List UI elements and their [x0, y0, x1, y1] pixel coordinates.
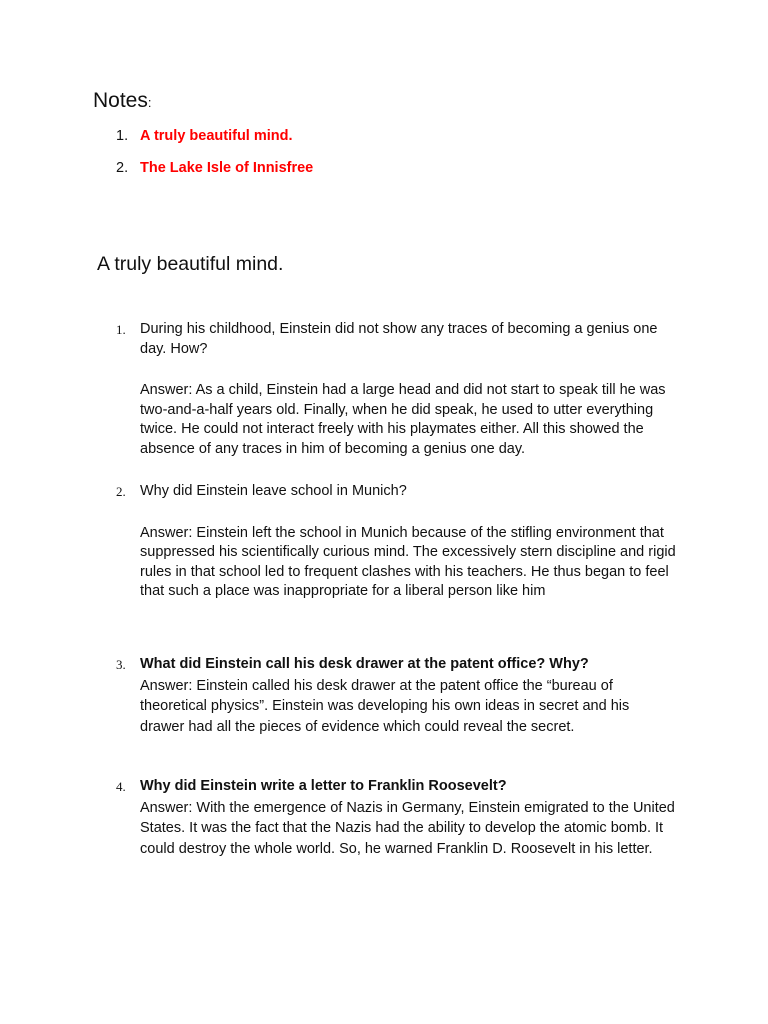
answer-text: Answer: With the emergence of Nazis in Germany, Einstein emigrated to the United States. It was the fact that the Nazis had the ability to develop the atomic bomb. It could destroy the whole world. So, he warned Franklin D. Roosevelt in his letter. — [140, 799, 675, 857]
notes-heading — [93, 88, 151, 116]
answer-text: Answer: Einstein called his desk drawer at the patent office the “bureau of theoretical physics”. Einstein was developing his own ideas in secret and his drawer had all the pieces of evidence which could reveal the secret. — [140, 677, 630, 735]
qa-item — [116, 482, 676, 602]
notes-item-number: 1. — [116, 128, 129, 144]
answer-text: Answer: Einstein left the school in Munich because of the stifling environment that suppressed his scientifically curious mind. The excessively stern discipline and rigid rules in that school led to frequent clashes with his teachers. He thus began to feel that such a place was inappropriate for a liberal person like him — [140, 524, 676, 599]
notes-heading-colon: : — [147, 95, 152, 110]
qa-item — [116, 320, 676, 459]
question-text: What did Einstein call his desk drawer at the patent office? Why? — [140, 656, 589, 672]
notes-item-label: A truly beautiful mind. — [140, 128, 293, 144]
notes-heading-text: Notes — [93, 89, 148, 112]
question-number: 2. — [116, 484, 126, 499]
qa-item — [116, 777, 676, 859]
question-text: During his childhood, Einstein did not show any traces of becoming a genius one day. How? — [140, 321, 658, 357]
question-number: 3. — [116, 657, 126, 672]
notes-item-label: The Lake Isle of Innisfree — [140, 160, 314, 176]
answer-text: Answer: As a child, Einstein had a large head and did not start to speak till he was two-and-a-half years old. Finally, when he did speak, he used to utter everything twice. He could not interact freely with his playmates either. All this showed the absence of any traces in him of becoming a genius one day. — [140, 382, 666, 457]
notes-list — [116, 126, 616, 190]
notes-list-item — [116, 158, 616, 190]
question-text: Why did Einstein leave school in Munich? — [140, 483, 407, 499]
qa-item — [116, 655, 676, 737]
notes-list-item — [116, 126, 616, 158]
question-number: 4. — [116, 779, 126, 794]
section-title: A truly beautiful mind. — [97, 253, 284, 275]
notes-item-number: 2. — [116, 160, 129, 176]
question-number: 1. — [116, 322, 126, 337]
question-text: Why did Einstein write a letter to Franklin Roosevelt? — [140, 778, 507, 794]
